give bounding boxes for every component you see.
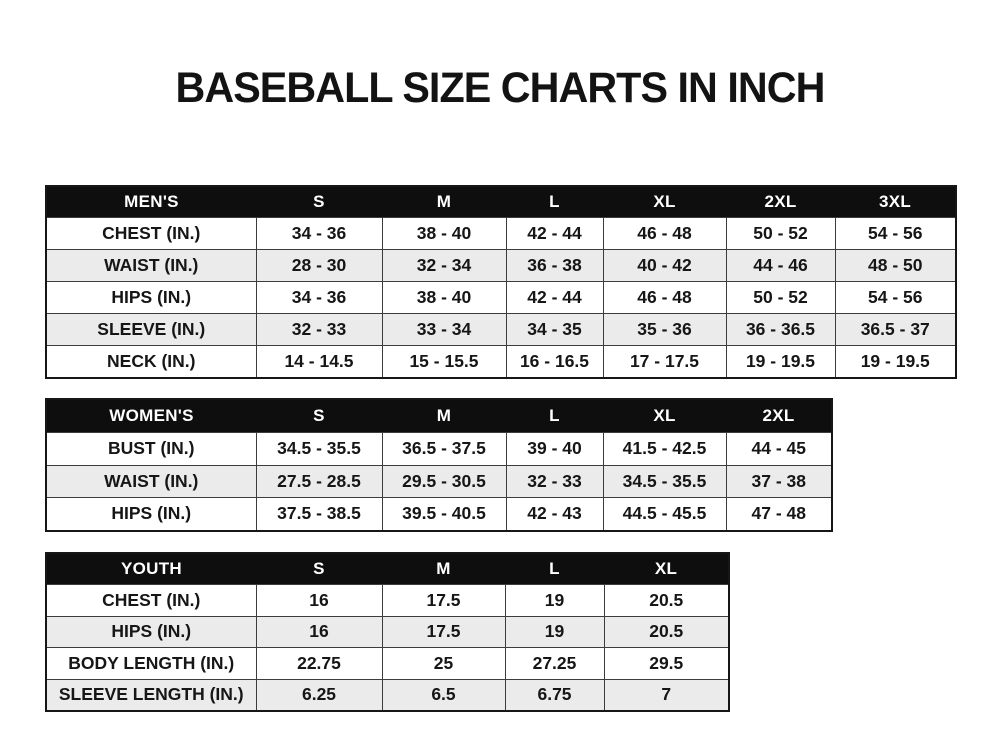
size-value-cell: 34.5 - 35.5 — [256, 433, 382, 466]
size-value-cell: 46 - 48 — [603, 282, 726, 314]
measurement-row-label: CHEST (IN.) — [46, 585, 256, 617]
table-header-row — [46, 399, 832, 433]
table-row — [46, 648, 729, 680]
size-value-cell: 50 - 52 — [726, 218, 835, 250]
table-row — [46, 218, 956, 250]
size-value-cell: 39 - 40 — [506, 433, 603, 466]
table-row — [46, 616, 729, 648]
table-row — [46, 282, 956, 314]
size-column-header: 2XL — [726, 399, 832, 433]
size-value-cell: 6.5 — [382, 679, 505, 711]
measurement-row-label: CHEST (IN.) — [46, 218, 256, 250]
size-column-header: XL — [603, 399, 726, 433]
size-column-header: L — [506, 186, 603, 218]
womens-size-table — [45, 398, 833, 532]
table-title-cell: WOMEN'S — [46, 399, 256, 433]
size-value-cell: 44.5 - 45.5 — [603, 498, 726, 531]
size-value-cell: 17 - 17.5 — [603, 346, 726, 379]
table-title-cell: YOUTH — [46, 553, 256, 585]
table-header-row — [46, 553, 729, 585]
size-value-cell: 6.75 — [505, 679, 604, 711]
table-row — [46, 585, 729, 617]
size-column-header: M — [382, 399, 506, 433]
size-value-cell: 19 - 19.5 — [726, 346, 835, 379]
size-value-cell: 37 - 38 — [726, 465, 832, 498]
size-value-cell: 7 — [604, 679, 729, 711]
measurement-row-label: HIPS (IN.) — [46, 616, 256, 648]
size-value-cell: 40 - 42 — [603, 250, 726, 282]
size-value-cell: 15 - 15.5 — [382, 346, 506, 379]
size-value-cell: 29.5 - 30.5 — [382, 465, 506, 498]
size-column-header: S — [256, 399, 382, 433]
size-value-cell: 6.25 — [256, 679, 382, 711]
table-header-row — [46, 186, 956, 218]
table-row — [46, 314, 956, 346]
size-value-cell: 39.5 - 40.5 — [382, 498, 506, 531]
size-table — [45, 185, 957, 379]
size-table — [45, 552, 730, 712]
size-value-cell: 19 — [505, 585, 604, 617]
size-value-cell: 16 — [256, 616, 382, 648]
table-row — [46, 465, 832, 498]
size-value-cell: 35 - 36 — [603, 314, 726, 346]
size-value-cell: 38 - 40 — [382, 282, 506, 314]
size-value-cell: 32 - 33 — [256, 314, 382, 346]
size-column-header: L — [506, 399, 603, 433]
size-value-cell: 32 - 33 — [506, 465, 603, 498]
measurement-row-label: NECK (IN.) — [46, 346, 256, 379]
size-value-cell: 50 - 52 — [726, 282, 835, 314]
size-table — [45, 398, 833, 532]
measurement-row-label: BUST (IN.) — [46, 433, 256, 466]
size-value-cell: 34 - 36 — [256, 282, 382, 314]
size-value-cell: 27.5 - 28.5 — [256, 465, 382, 498]
measurement-row-label: WAIST (IN.) — [46, 250, 256, 282]
size-value-cell: 22.75 — [256, 648, 382, 680]
table-row — [46, 250, 956, 282]
size-value-cell: 36.5 - 37.5 — [382, 433, 506, 466]
size-column-header: M — [382, 186, 506, 218]
size-value-cell: 38 - 40 — [382, 218, 506, 250]
size-value-cell: 54 - 56 — [835, 218, 956, 250]
size-value-cell: 29.5 — [604, 648, 729, 680]
size-value-cell: 33 - 34 — [382, 314, 506, 346]
size-value-cell: 47 - 48 — [726, 498, 832, 531]
size-value-cell: 42 - 43 — [506, 498, 603, 531]
size-value-cell: 44 - 45 — [726, 433, 832, 466]
size-column-header: S — [256, 553, 382, 585]
measurement-row-label: SLEEVE (IN.) — [46, 314, 256, 346]
mens-size-table — [45, 185, 957, 379]
size-column-header: M — [382, 553, 505, 585]
measurement-row-label: HIPS (IN.) — [46, 498, 256, 531]
size-value-cell: 36 - 38 — [506, 250, 603, 282]
size-value-cell: 42 - 44 — [506, 218, 603, 250]
size-column-header: S — [256, 186, 382, 218]
measurement-row-label: BODY LENGTH (IN.) — [46, 648, 256, 680]
size-value-cell: 46 - 48 — [603, 218, 726, 250]
size-value-cell: 42 - 44 — [506, 282, 603, 314]
measurement-row-label: HIPS (IN.) — [46, 282, 256, 314]
size-value-cell: 20.5 — [604, 585, 729, 617]
table-row — [46, 498, 832, 531]
size-value-cell: 17.5 — [382, 616, 505, 648]
size-value-cell: 36.5 - 37 — [835, 314, 956, 346]
size-value-cell: 17.5 — [382, 585, 505, 617]
size-value-cell: 25 — [382, 648, 505, 680]
size-value-cell: 20.5 — [604, 616, 729, 648]
measurement-row-label: WAIST (IN.) — [46, 465, 256, 498]
size-value-cell: 28 - 30 — [256, 250, 382, 282]
size-value-cell: 19 - 19.5 — [835, 346, 956, 379]
size-column-header: 2XL — [726, 186, 835, 218]
size-value-cell: 34 - 35 — [506, 314, 603, 346]
size-value-cell: 34 - 36 — [256, 218, 382, 250]
size-value-cell: 41.5 - 42.5 — [603, 433, 726, 466]
table-row — [46, 346, 956, 379]
size-value-cell: 54 - 56 — [835, 282, 956, 314]
size-value-cell: 34.5 - 35.5 — [603, 465, 726, 498]
size-value-cell: 37.5 - 38.5 — [256, 498, 382, 531]
size-value-cell: 27.25 — [505, 648, 604, 680]
size-column-header: XL — [603, 186, 726, 218]
size-value-cell: 19 — [505, 616, 604, 648]
size-value-cell: 14 - 14.5 — [256, 346, 382, 379]
size-value-cell: 32 - 34 — [382, 250, 506, 282]
measurement-row-label: SLEEVE LENGTH (IN.) — [46, 679, 256, 711]
size-value-cell: 44 - 46 — [726, 250, 835, 282]
size-column-header: XL — [604, 553, 729, 585]
size-value-cell: 16 - 16.5 — [506, 346, 603, 379]
youth-size-table — [45, 552, 730, 712]
size-column-header: 3XL — [835, 186, 956, 218]
table-row — [46, 679, 729, 711]
size-value-cell: 48 - 50 — [835, 250, 956, 282]
size-value-cell: 36 - 36.5 — [726, 314, 835, 346]
page-title: BASEBALL SIZE CHARTS IN INCH — [175, 64, 825, 112]
size-column-header: L — [505, 553, 604, 585]
table-row — [46, 433, 832, 466]
size-value-cell: 16 — [256, 585, 382, 617]
table-title-cell: MEN'S — [46, 186, 256, 218]
